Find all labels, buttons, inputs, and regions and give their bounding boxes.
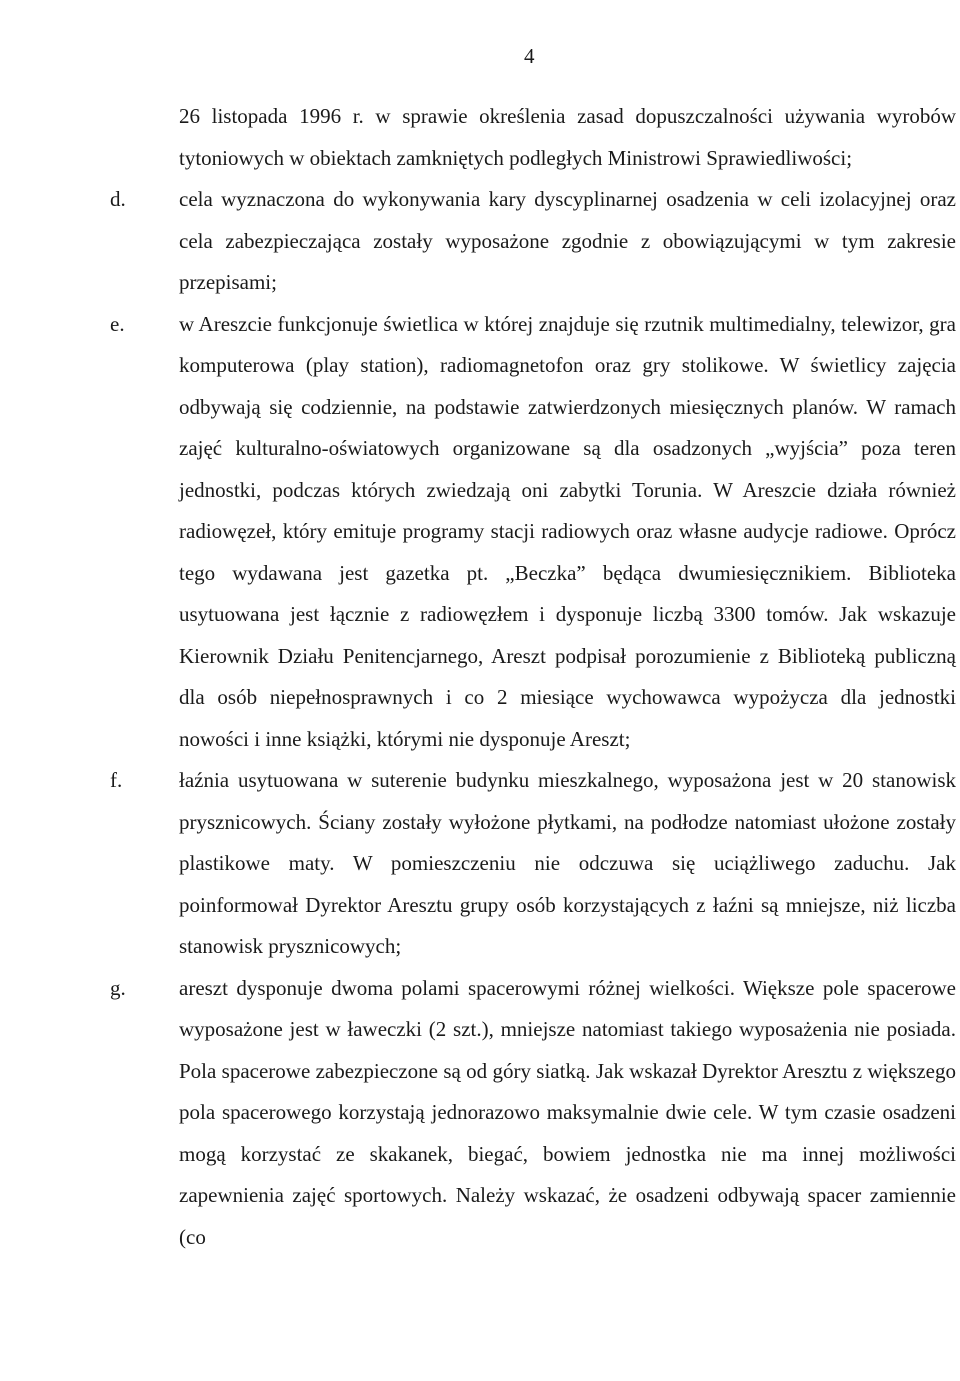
list-item-text: łaźnia usytuowana w suterenie budynku mieszkalnego, wyposażona jest w 20 stanowisk prysznicowych. Ściany zostały wyłożone płytkami, na podłodze natomiast ułożone zostały plastikowe maty. W pomieszczeniu nie odczuwa się uciążliwego zaduchu. Jak poinformował Dyrektor Aresztu grupy osób korzystających z łaźni są mniejsze, niż liczba stanowisk prysznicowych; [179, 768, 956, 958]
list-marker: f. [110, 768, 123, 792]
list-marker: d. [110, 187, 126, 211]
list-marker: g. [110, 975, 126, 1000]
list-item-d [110, 179, 956, 304]
list-item-e [110, 304, 956, 761]
list-item-text: areszt dysponuje dwoma polami spacerowymi różnej wielkości. Większe pole spacerowe wyposażone jest w ławeczki (2 szt.), mniejsze natomiast takiego wyposażenia nie posiada. Pola spacerowe zabezpieczone są od góry siatką. Jak wskazał Dyrektor Aresztu z większego pola spacerowego korzystają jednorazowo maksymalnie dwie cele. W tym czasie osadzeni mogą korzystać ze skakanek, biegać, bowiem jednostka nie ma innej możliwości zapewnienia zajęć sportowych. Należy wskazać, że osadzeni odbywają spacer zamiennie (co [179, 975, 956, 1249]
list-item-text: cela wyznaczona do wykonywania kary dyscyplinarnej osadzenia w celi izolacyjnej oraz cela zabezpieczająca zostały wyposażone zgodnie z obowiązującymi w tym zakresie przepisami; [179, 187, 956, 294]
list-item-text: w Areszcie funkcjonuje świetlica w której znajduje się rzutnik multimedialny, telewizor, gra komputerowa (play station), radiomagnetofon oraz gry stolikowe. W świetlicy zajęcia odbywają się codziennie, na podstawie zatwierdzonych miesięcznych planów. W ramach zajęć kulturalno-oświatowych organizowane są dla osadzonych „wyjścia” poza teren jednostki, podczas których zwiedzają oni zabytki Torunia. W Areszcie działa również radiowęzeł, który emituje programy stacji radiowych oraz własne audycje radiowe. Oprócz tego wydawana jest gazetka pt. „Beczka” będąca dwumiesięcznikiem. Biblioteka usytuowana jest łącznie z radiowęzłem i dysponuje liczbą 3300 tomów. Jak wskazuje Kierownik Działu Penitencjarnego, Areszt podpisał porozumienie z Biblioteką publiczną dla osób niepełnosprawnych i co 2 miesiące wychowawca wypożycza dla jednostki nowości i inne książki, którymi nie dysponuje Areszt; [179, 311, 956, 751]
list-item-f [110, 760, 956, 968]
list-marker: e. [110, 311, 125, 336]
document-body [110, 96, 956, 1258]
page-number: 4 [524, 44, 535, 68]
list-item-g [110, 968, 956, 1259]
intro-paragraph: 26 listopada 1996 r. w sprawie określenia zasad dopuszczalności używania wyrobów tytoniowych w obiektach zamkniętych podległych Ministrowi Sprawiedliwości; [179, 104, 956, 170]
